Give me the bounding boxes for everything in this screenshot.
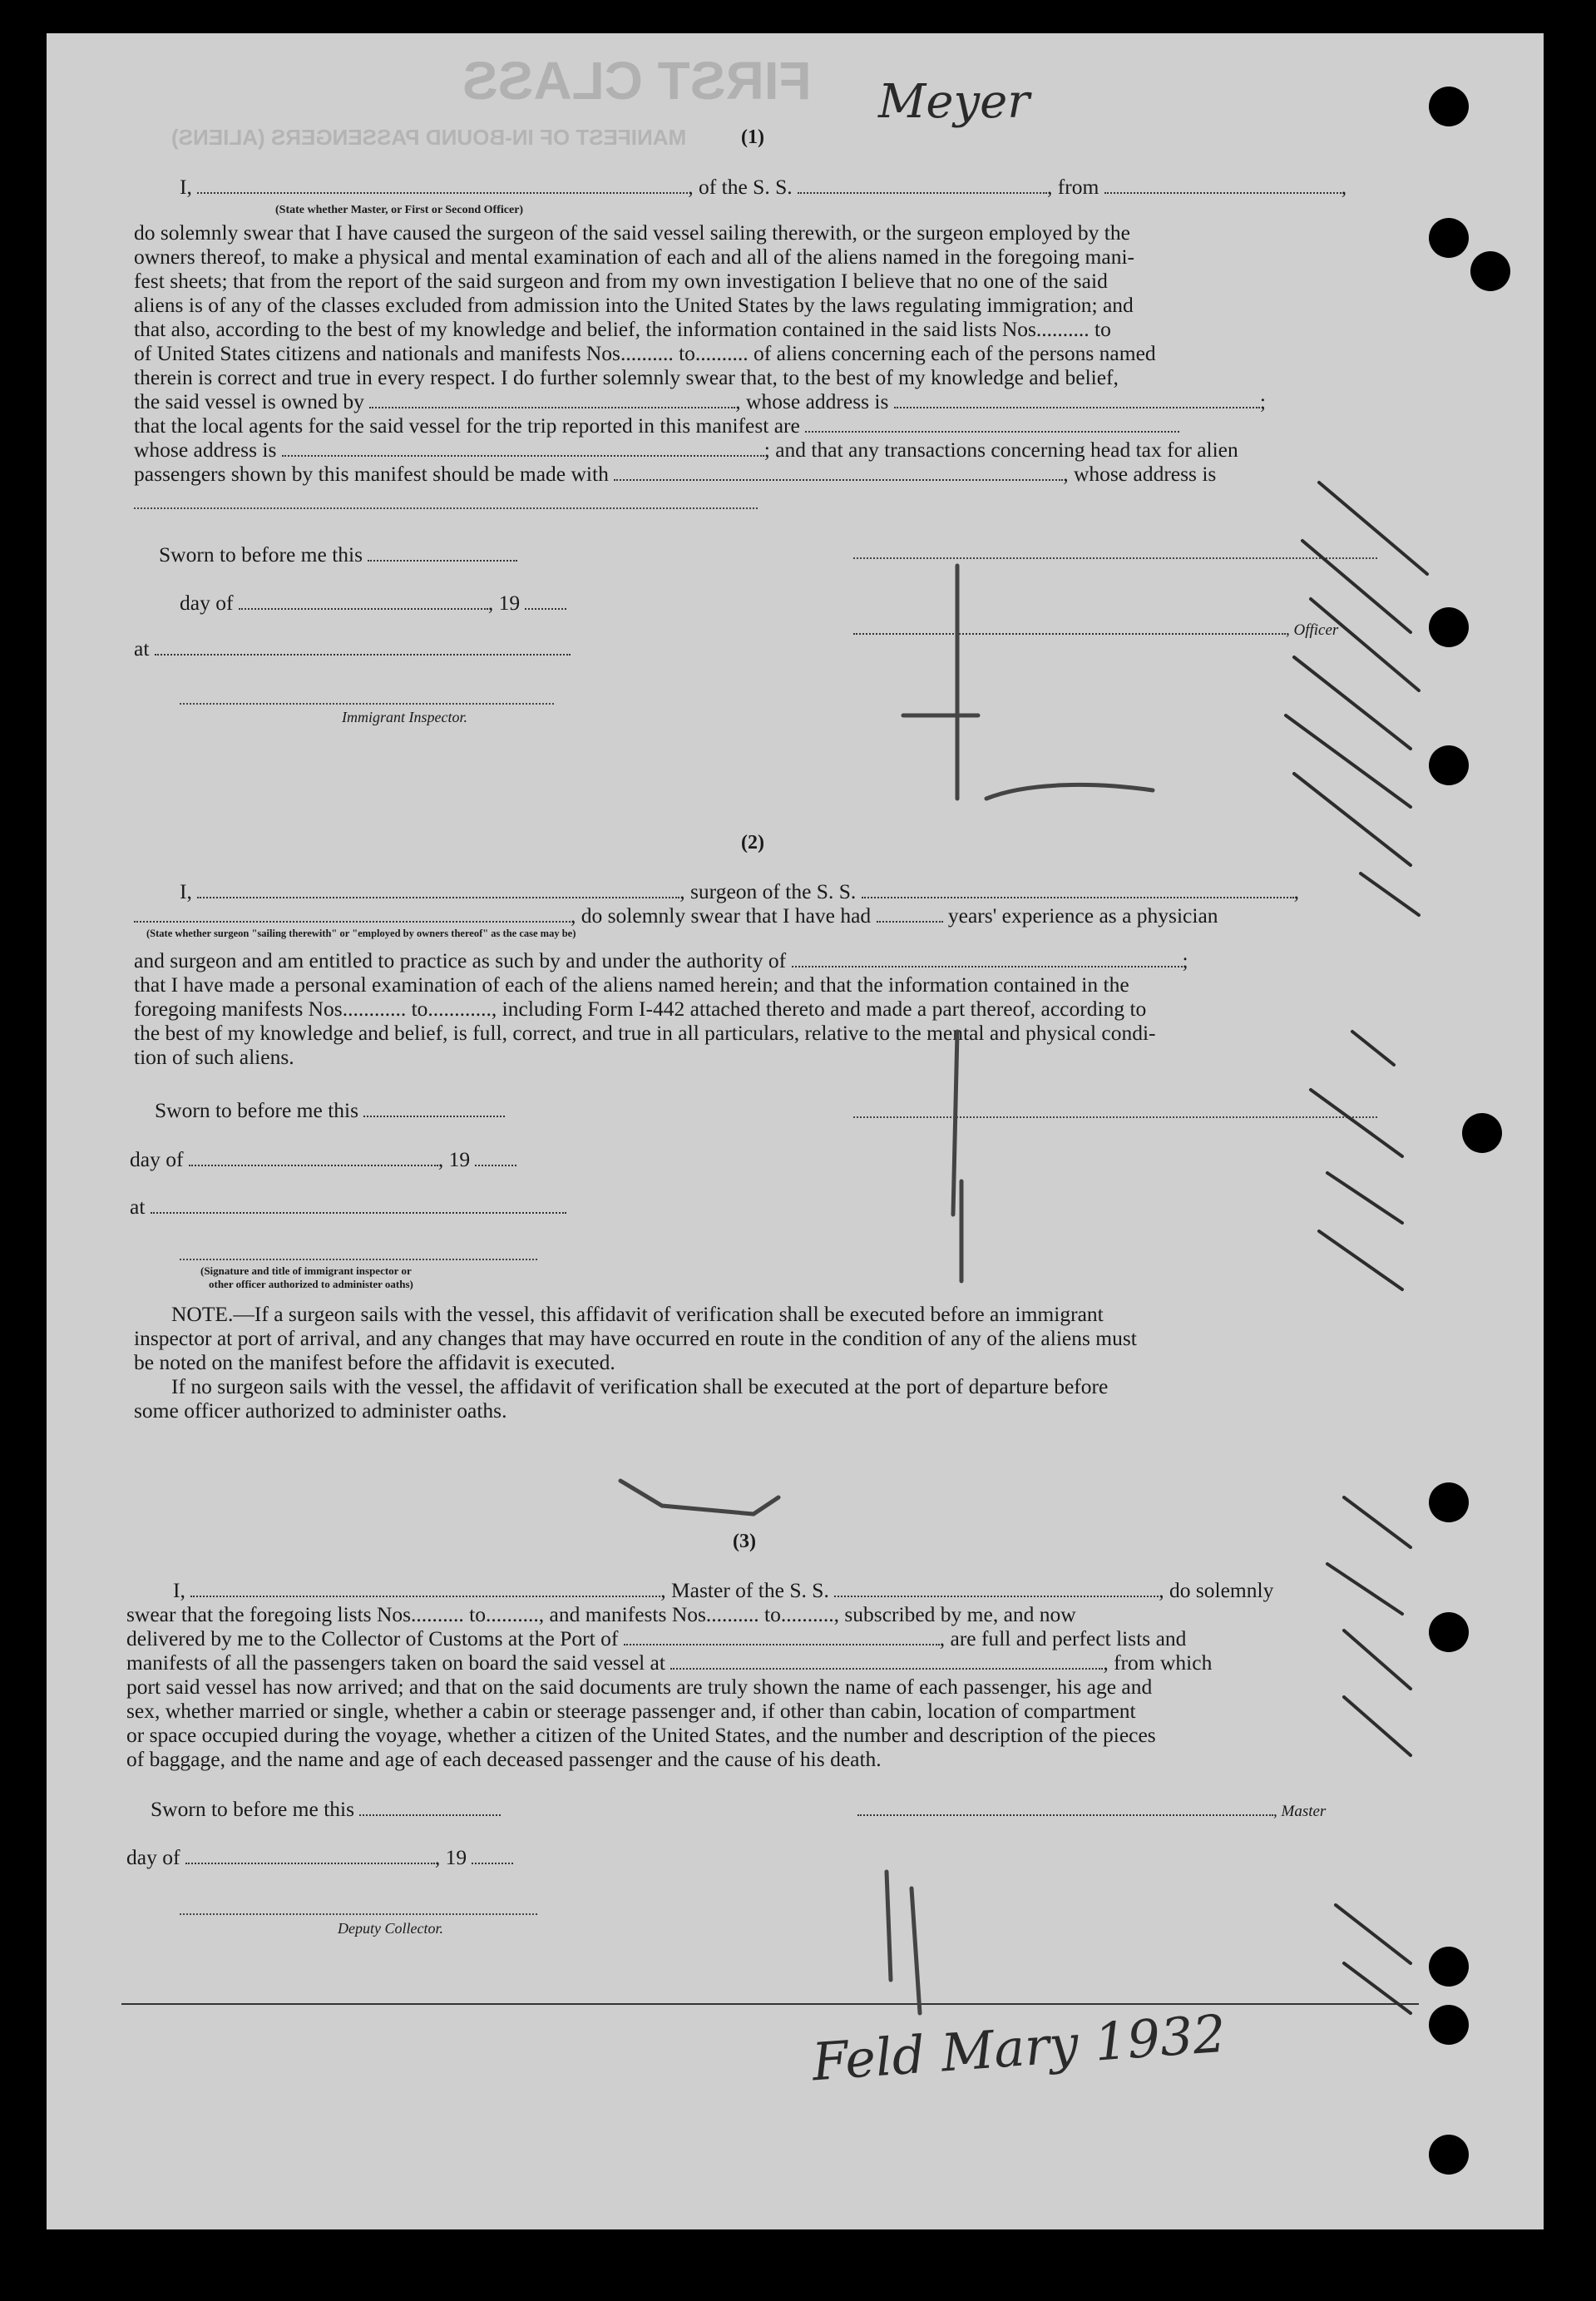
binder-hole xyxy=(1429,2005,1469,2045)
s1-day-line: day of , 19 xyxy=(180,591,566,615)
s3-port-line: delivered by me to the Collector of Customs at the Port of , are full and perfect lists and xyxy=(126,1626,1187,1650)
binder-hole xyxy=(1470,251,1510,291)
section-2-heading: (2) xyxy=(741,832,764,854)
binder-hole xyxy=(1429,1482,1469,1522)
binder-hole xyxy=(1429,87,1469,126)
binder-hole xyxy=(1429,1612,1469,1652)
binder-hole xyxy=(1429,2135,1469,2175)
s1-oath-first-line: I, , of the S. S. , from , xyxy=(180,175,1347,199)
section-1-heading: (1) xyxy=(741,126,764,148)
s1-passengers-line: passengers shown by this manifest should be made with , whose address is xyxy=(134,462,1217,486)
s2-sworn-line: Sworn to before me this xyxy=(155,1098,505,1122)
s2-authority-line: and surgeon and am entitled to practice as such by and under the authority of ; xyxy=(134,948,1188,972)
s2-day-line: day of , 19 xyxy=(130,1147,516,1171)
s2-caption-surgeon: (State whether surgeon "sailing therewith" or "employed by owners thereof" as the case may be) xyxy=(146,928,576,939)
binder-hole xyxy=(1429,218,1469,258)
s1-owned-by-line: the said vessel is owned by , whose address is ; xyxy=(134,389,1266,413)
s2-sig-caption-1: (Signature and title of immigrant inspector or xyxy=(200,1264,412,1277)
s3-body-line-1: swear that the foregoing lists Nos.......... to.........., and manifests Nos.......... to.........., subscribed by me, and now xyxy=(126,1602,1076,1626)
s2-at-line: at xyxy=(130,1195,566,1219)
pencil-marks xyxy=(47,33,1544,2229)
s1-at-line: at xyxy=(134,636,571,661)
s3-master-line: , Master xyxy=(857,1797,1326,1823)
s1-local-agents-line: that the local agents for the said vessel for the trip reported in this manifest are xyxy=(134,413,1179,438)
binder-hole xyxy=(1429,745,1469,785)
s1-officer-line: , Officer xyxy=(853,616,1338,642)
s3-collector-caption: Deputy Collector. xyxy=(338,1920,443,1937)
section-3-heading: (3) xyxy=(733,1531,756,1552)
binder-hole xyxy=(1462,1113,1502,1153)
s3-taken-line: manifests of all the passengers taken on board the said vessel at , from which xyxy=(126,1650,1213,1675)
s1-inspector-caption: Immigrant Inspector. xyxy=(342,709,467,725)
s3-day-line: day of , 19 xyxy=(126,1845,513,1869)
bleed-through-title: FIRST CLASS xyxy=(462,51,812,111)
binder-hole xyxy=(1429,607,1469,647)
s3-sworn-line: Sworn to before me this xyxy=(151,1797,501,1821)
s2-sig-caption-2: other officer authorized to administer oaths) xyxy=(209,1278,413,1290)
s1-caption-officer: (State whether Master, or First or Second Officer) xyxy=(275,204,524,216)
handwritten-name: Meyer xyxy=(878,75,1030,129)
s2-oath-second-line: , do solemnly swear that I have had years' experience as a physician xyxy=(134,903,1218,928)
s1-sworn-line: Sworn to before me this xyxy=(159,542,517,567)
bleed-through-manifest: MANIFEST OF IN-BOUND PASSENGERS (ALIENS) xyxy=(171,125,687,150)
s1-whose-address-line: whose address is ; and that any transactions concerning head tax for alien xyxy=(134,438,1238,462)
s2-oath-first-line: I, , surgeon of the S. S. , xyxy=(180,879,1300,903)
document-page: FIRST CLASS MANIFEST OF IN-BOUND PASSENGERS (ALIENS) Meyer (1) I, , of the S. S. , from , (State whether Master, or First or Second Officer) do solemnly swear that I have caused the surgeon of the said vessel sailing therewith, or the surgeon employed by the owners thereof, to make a physical and mental examination of each and all of the aliens named in the foregoing mani- fest sheets; that from the report of the said surgeon and from my own investigation I believe that no one of the said aliens is of any of the classes excluded from admission into the United States by the laws regulating immigration; and that also, according to the best of my knowledge and belief, the information contained in the said lists Nos.......... to of United States citizens and nationals and manifests Nos.......... to.......... of aliens concerning each of the persons named therein is correct and true in every respect. I do further solemnly swear that, to the best of my knowledge and belief, the said vessel is owned by , whose address is ; that the local agents for the said vessel for the trip reported in this manifest are whose address is ; and that any transactions concerning head tax for alien passengers shown by this manifest should be made with , whose address is Sworn to before me this day of , 19 , Officer at Immigrant Inspector. (2) I, , surgeon of the S. S. , , do solemnly swear that I have had years' experience as a physician (State whether surgeon "sailing therewith" or "employed by owners thereof" as the case may be) and surgeon and am entitled to practice as such by and under the authority of ; that I have made a personal examination of each of the aliens named herein; and that the information contained in the foregoing manifests Nos............ to............, including Form I-442 attached thereto and made a part thereof, according to the best of my knowledge and belief, is full, correct, and true in all particulars, relative to the mental and physical condi- tion of such aliens. Sworn to before me this day of , 19 at (Signature and title of immigrant inspector or other officer authorized to administer oaths) NOTE.—If a surgeon sails with the vessel, this affidavit of verification shall be executed before an immigrant inspector at port of arrival, and any changes that may have occurred en route in the condition of any of the aliens must be noted on the manifest before the affidavit is executed. If no surgeon sails with the vessel, the affidavit of verification shall be executed at the port of departure before some officer authorized to administer oaths. (3) I, , Master of the S. S. , do solemnly swear that the foregoing lists Nos.......... to.........., and manifests Nos.......... to.........., subscribed by me, and now delivered by me to the Collector of Customs at the Port of , are full and perfect lists and manifests of all the passengers taken on board the said vessel at , from which port said vessel has now arrived; and that on the said documents are truly shown the name of each passenger, his age and sex, whether married or single, whether a cabin or steerage passenger and, if other than cabin, location of compartment or space occupied during the voyage, whether a citizen of the United States, and the number and description of the pieces of baggage, and the name and age of each deceased passenger and the cause of his death. Sworn to before me this , Master day of , 19 Deputy Collector. Feld Mary 1932 xyxy=(47,33,1544,2229)
handwritten-signature: Feld Mary 1932 xyxy=(810,2002,1228,2093)
binder-hole xyxy=(1429,1947,1469,1987)
s3-oath-first-line: I, , Master of the S. S. , do solemnly xyxy=(173,1578,1274,1602)
